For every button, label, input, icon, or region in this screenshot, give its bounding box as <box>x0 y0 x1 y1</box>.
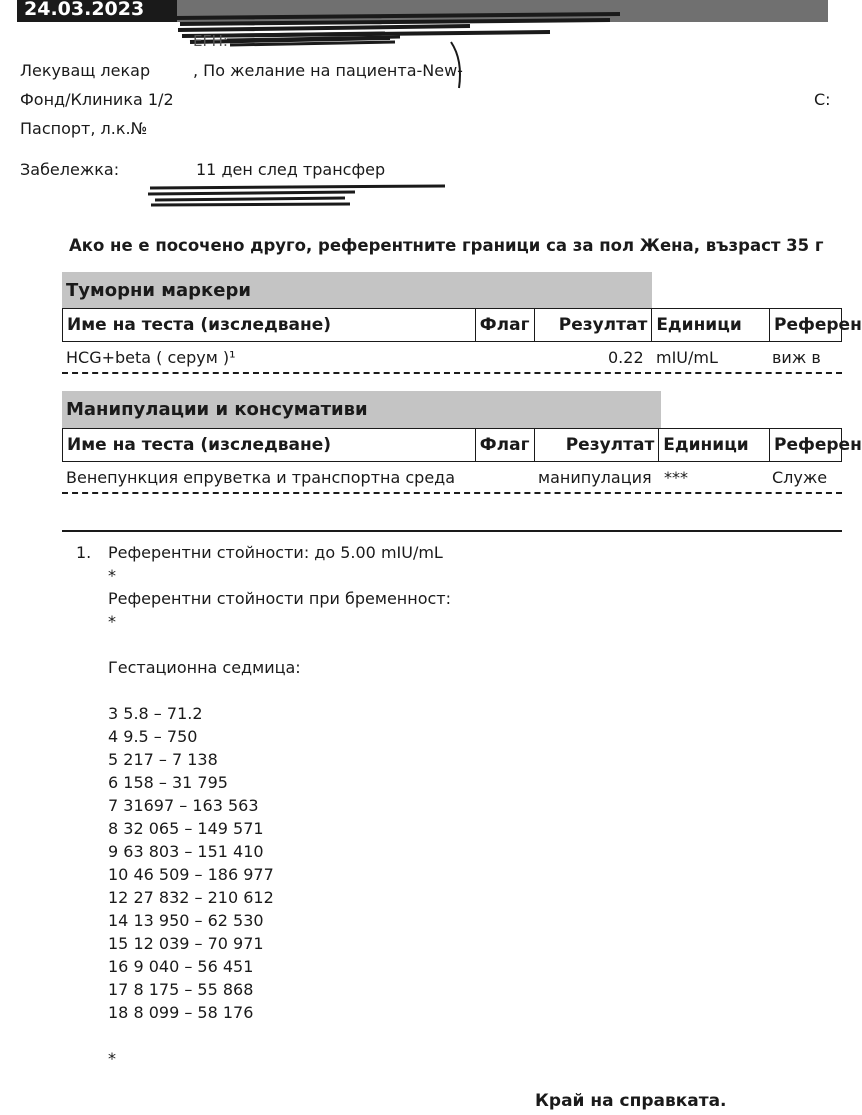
col-flag: Флаг <box>476 429 535 461</box>
doctor-value: , По желание на пациента-New- <box>193 61 463 80</box>
footnote-line: Референтни стойности: до 5.00 mIU/mL <box>108 543 443 562</box>
section-title-manipulations: Манипулации и консумативи <box>62 391 661 429</box>
col-result: Резултат <box>535 429 660 461</box>
col-result: Резултат <box>535 309 653 341</box>
table-row <box>62 344 842 374</box>
col-test-name: Име на теста (изследване) <box>63 429 476 461</box>
footnote-line: 16 9 040 – 56 451 <box>108 957 254 976</box>
footnote-separator <box>62 530 842 532</box>
passport-label: Паспорт, л.к.№ <box>20 119 148 138</box>
col-units: Единици <box>652 309 770 341</box>
note-value: 11 ден след трансфер <box>196 160 386 179</box>
note-label: Забележка: <box>20 160 120 179</box>
footnote-line: 3 5.8 – 71.2 <box>108 704 203 723</box>
footnote-line: 14 13 950 – 62 530 <box>108 911 264 930</box>
section-title-tumor-markers: Туморни маркери <box>62 272 652 309</box>
row-reference: виж в <box>772 348 821 367</box>
end-of-report: Край на справката. <box>535 1091 727 1111</box>
redaction-scribble-note <box>145 182 360 210</box>
fund-label: Фонд/Клиника 1/2 <box>20 90 174 109</box>
reference-notice: Ако не е посочено друго, референтните граници са за пол Жена, възраст 35 г <box>69 236 824 255</box>
right-cut-letter: С: <box>814 90 831 109</box>
row-reference: Служе <box>772 468 828 487</box>
footnote-line: 12 27 832 – 210 612 <box>108 888 274 907</box>
footnote-line: 17 8 175 – 55 868 <box>108 980 254 999</box>
footnote-line: * <box>108 612 116 631</box>
footnote-line: Гестационна седмица: <box>108 658 301 677</box>
row-units: mIU/mL <box>656 348 718 367</box>
footnote-line: * <box>108 1049 116 1068</box>
footnote-line: 10 46 509 – 186 977 <box>108 865 274 884</box>
footnote-line: 4 9.5 – 750 <box>108 727 198 746</box>
col-units: Единици <box>659 429 770 461</box>
footnote-line: 18 8 099 – 58 176 <box>108 1003 254 1022</box>
redaction-scribble-egn <box>225 28 405 52</box>
col-reference: Референ <box>774 435 862 455</box>
col-test-name: Име на теста (изследване) <box>63 309 476 341</box>
row-test-name: HCG+beta ( серум )¹ <box>66 348 236 367</box>
footnote-line: 6 158 – 31 795 <box>108 773 228 792</box>
doctor-label: Лекуващ лекар <box>20 61 151 80</box>
footnote-line: 7 31697 – 163 563 <box>108 796 259 815</box>
footnote-line: 9 63 803 – 151 410 <box>108 842 264 861</box>
row-test-name: Венепункция епруветка и транспортна среда <box>66 468 456 487</box>
row-result: 0.22 <box>608 348 644 367</box>
pen-mark <box>447 40 467 92</box>
table-header-manipulations <box>62 428 862 462</box>
footnote-line: 15 12 039 – 70 971 <box>108 934 264 953</box>
footnote-number: 1. <box>76 543 92 562</box>
table-header-tumor-markers <box>62 308 862 342</box>
footnote-line: Референтни стойности при бременност: <box>108 589 451 608</box>
footnote-line: 5 217 – 7 138 <box>108 750 218 769</box>
report-date: 24.03.2023 <box>17 0 177 22</box>
footnote-line: * <box>108 566 116 585</box>
footnote-line: 8 32 065 – 149 571 <box>108 819 264 838</box>
row-units: *** <box>664 468 688 487</box>
egn-label: ЕГН: <box>193 32 228 50</box>
table-row <box>62 464 842 494</box>
row-result: манипулация <box>538 468 652 487</box>
col-reference: Референ <box>773 315 862 335</box>
col-flag: Флаг <box>476 309 535 341</box>
